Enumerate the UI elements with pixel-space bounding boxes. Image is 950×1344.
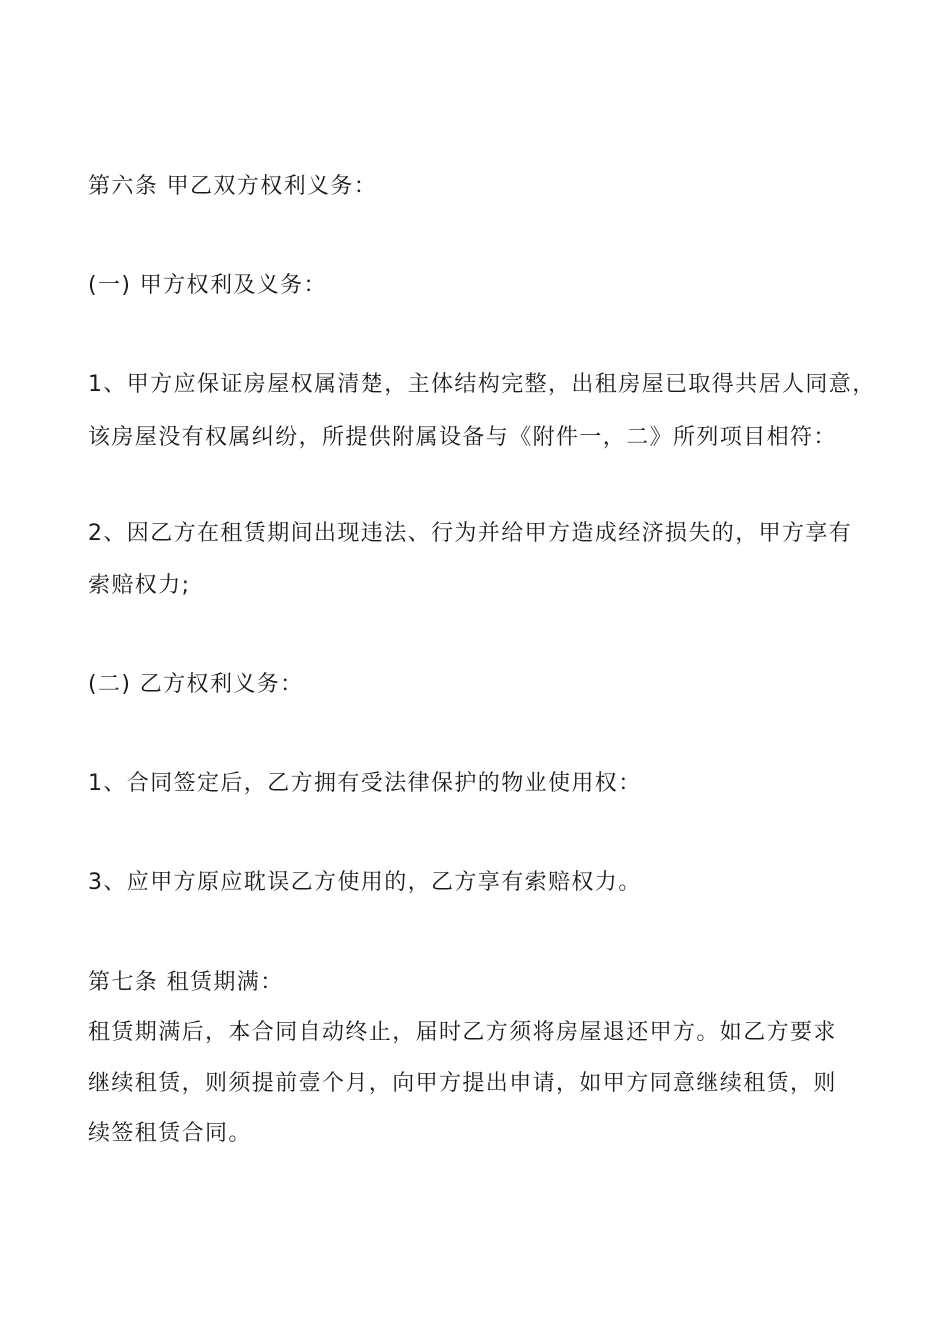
party-a-item-2-line-1: 2、因乙方在租赁期间出现违法、行为并给甲方造成经济损失的，甲方享有 [88, 521, 853, 546]
party-a-heading: (一) 甲方权利及义务： [88, 273, 327, 298]
party-b-item-1: 1、合同签定后，乙方拥有受法律保护的物业使用权： [88, 771, 642, 796]
article-7-line-3: 续签租赁合同。 [88, 1121, 252, 1146]
article-7-title: 第七条 租赁期满： [88, 970, 284, 995]
article-6-title: 第六条 甲乙双方权利义务： [88, 174, 378, 199]
party-b-item-3: 3、应甲方原应耽误乙方使用的，乙方享有索赔权力。 [88, 870, 642, 895]
party-b-heading: (二) 乙方权利义务： [88, 672, 304, 697]
article-7-line-1: 租赁期满后，本合同自动终止，届时乙方须将房屋退还甲方。如乙方要求 [88, 1020, 837, 1045]
party-a-item-2-line-2: 索赔权力; [88, 573, 191, 598]
party-a-item-1-line-1: 1、甲方应保证房屋权属清楚，主体结构完整，出租房屋已取得共居人同意， [88, 372, 876, 397]
article-7-line-2: 继续租赁，则须提前壹个月，向甲方提出申请，如甲方同意继续租赁，则 [88, 1071, 837, 1096]
party-a-item-1-line-2: 该房屋没有权属纠纷，所提供附属设备与《附件一，二》所列项目相符： [88, 425, 837, 450]
